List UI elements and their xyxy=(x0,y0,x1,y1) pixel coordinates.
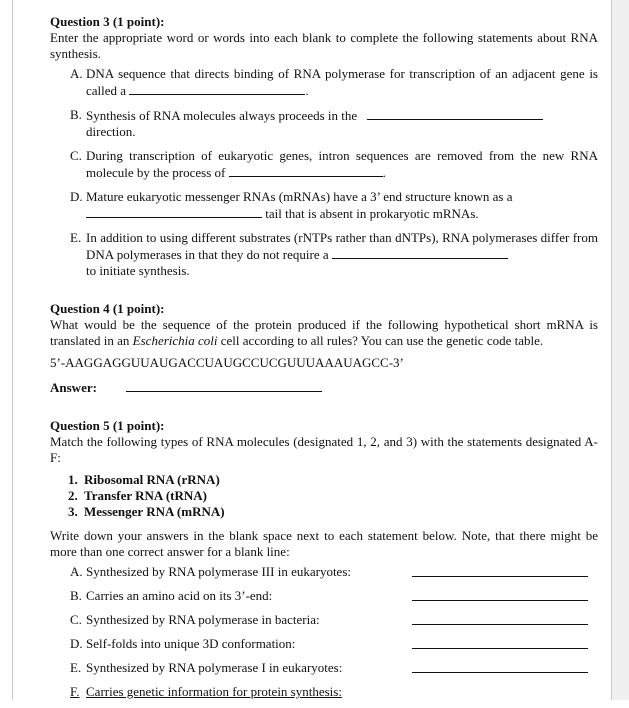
statement-d: D. Self-folds into unique 3D conformation: xyxy=(70,636,598,660)
blank-a[interactable] xyxy=(129,82,305,95)
q3-item-d: D. Mature eukaryotic messenger RNAs (mRNAs) have a 3’ end structure known as a tail that is absent in prokaryotic mRNAs. xyxy=(70,189,513,221)
q3-item-e: E. In addition to using different substrates (rNTPs rather than dNTPs), RNA polymerases differ from DNA polymerases in that they do not require a to initiate synthesis. xyxy=(70,230,598,278)
q3-item-a: A. DNA sequence that directs binding of RNA polymerase for transcription of an adjacent gene is called a . xyxy=(70,66,598,98)
question-3-items xyxy=(50,66,598,279)
statement-f: F. Carries genetic information for protein synthesis: xyxy=(70,684,342,699)
statement-c: C. Synthesized by RNA polymerase in bacteria: xyxy=(70,612,598,636)
blank-d[interactable] xyxy=(86,205,262,218)
answer-line-d[interactable] xyxy=(412,648,588,649)
answer-label: Answer: xyxy=(50,380,97,395)
statement-b: B. Carries an amino acid on its 3’-end: xyxy=(70,588,598,612)
question-3-title: Question 3 (1 point): xyxy=(50,14,165,29)
document xyxy=(50,14,598,708)
q3-item-b: B. Synthesis of RNA molecules always proceeds in the direction. xyxy=(70,107,598,140)
blank-c[interactable] xyxy=(229,164,383,177)
blank-e[interactable] xyxy=(332,246,508,259)
question-3-intro: Enter the appropriate word or words into each blank to complete the following statements about RNA synthesis. xyxy=(50,30,598,61)
page-shadow xyxy=(612,0,629,700)
question-5-intro: Match the following types of RNA molecules (designated 1, 2, and 3) with the statements designated A-F: xyxy=(50,434,598,465)
rna-type-2: 2. Transfer RNA (tRNA) xyxy=(68,488,207,503)
question-5-instruction: Write down your answers in the blank space next to each statement below. Note, that there might be more than one correct answer for a blank line: xyxy=(50,528,598,559)
question-5-title: Question 5 (1 point): xyxy=(50,418,165,433)
answer-row xyxy=(50,379,598,396)
answer-line-c[interactable] xyxy=(412,624,588,625)
q3-item-c: C. During transcription of eukaryotic genes, intron sequences are removed from the new RNA molecule by the process of . xyxy=(70,148,598,180)
question-4-title: Question 4 (1 point): xyxy=(50,301,165,316)
mrna-sequence: 5’-AAGGAGGUUAUGACCUAUGCCUCGUUUAAAUAGCC-3’ xyxy=(50,355,404,370)
answer-line-b[interactable] xyxy=(412,600,588,601)
rna-type-1: 1. Ribosomal RNA (rRNA) xyxy=(68,472,220,487)
rna-type-3: 3. Messenger RNA (mRNA) xyxy=(68,504,225,519)
blank-b[interactable] xyxy=(367,107,543,120)
rna-types-list xyxy=(50,472,598,520)
statement-a: A. Synthesized by RNA polymerase III in eukaryotes: xyxy=(70,564,598,588)
answer-line-a[interactable] xyxy=(412,576,588,577)
statements-list xyxy=(50,564,598,708)
answer-line-e[interactable] xyxy=(412,672,588,673)
question-4-text: What would be the sequence of the protein produced if the following hypothetical short mRNA is translated in an Escherichia coli cell according to all rules? You can use the genetic code table. xyxy=(50,317,598,348)
answer-blank[interactable] xyxy=(126,379,322,392)
statement-e: E. Synthesized by RNA polymerase I in eukaryotes: xyxy=(70,660,598,684)
